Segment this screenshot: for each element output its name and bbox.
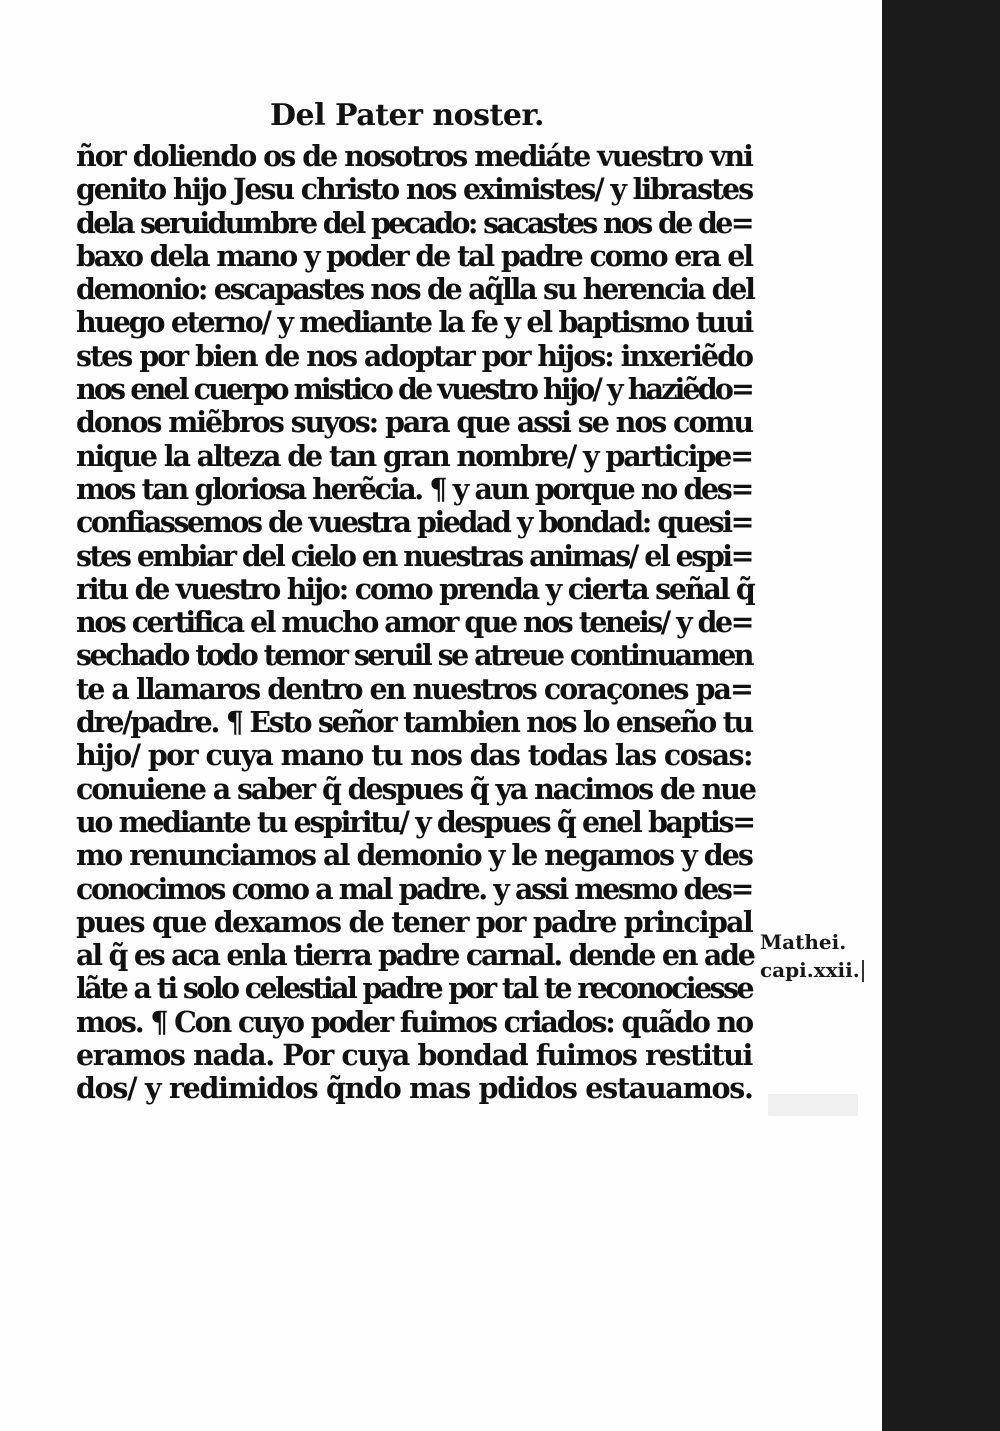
text-line: dre/padre. ¶ Esto señor tambien nos lo enseño tu	[76, 705, 752, 740]
text-line: huego eterno/ y mediante la fe y el baptismo tuui	[76, 305, 752, 340]
text-line: nos certifica el mucho amor que nos teneis/ y de=	[76, 605, 752, 640]
text-line: lãte a ti solo celestial padre por tal te reconociesse	[76, 971, 752, 1006]
running-head: Del Pater noster.	[270, 98, 544, 133]
text-line: confiassemos de vuestra piedad y bondad: quesi=	[76, 505, 752, 540]
text-line: stes por bien de nos adoptar por hijos: inxeriẽdo	[76, 338, 752, 373]
text-line: sechado todo temor seruil se atreue continuamen	[76, 638, 752, 673]
text-line: ñor doliendo os de nosotros mediáte vuestro vni	[76, 139, 752, 173]
text-line: nos enel cuerpo mistico de vuestro hijo/ y haziẽdo=	[76, 372, 752, 407]
bleed-through-mark	[768, 1094, 858, 1116]
text-line: donos miẽbros suyos: para que assi se nos comu	[76, 405, 752, 440]
text-line: uo mediante tu espiritu/ y despues q̃ enel baptis=	[76, 804, 754, 839]
margin-note-line: capi.xxii.	[760, 958, 860, 982]
text-line: al q̃ es aca enla tierra padre carnal. dende en ade	[76, 938, 754, 973]
text-line: demonio: escapastes nos de aq̃lla su herencia del	[76, 272, 754, 307]
text-line: eramos nada. Por cuya bondad fuimos restitui	[76, 1038, 752, 1073]
text-line: te a llamaros dentro en nuestros coraçones pa=	[76, 671, 752, 706]
text-line: stes embiar del cielo en nuestras animas/ el espi=	[76, 538, 752, 573]
text-line: conocimos como a mal padre. y assi mesmo des=	[76, 871, 752, 906]
text-line: hijo/ por cuya mano tu nos das todas las cosas:	[76, 738, 752, 773]
text-line: nique la alteza de tan gran nombre/ y participe=	[76, 438, 752, 473]
text-line: mo renunciamos al demonio y le negamos y des	[76, 838, 752, 873]
margin-note-line: Mathei.	[760, 930, 847, 954]
margin-note	[760, 928, 860, 984]
text-line: mos tan gloriosa herẽcia. ¶ y aun porque no des=	[76, 471, 752, 506]
text-line: ritu de vuestro hijo: como prenda y cierta señal q̃	[76, 571, 754, 606]
text-line: conuiene a saber q̃ despues q̃ ya nacimos de nue	[76, 771, 755, 806]
text-line: baxo dela mano y poder de tal padre como era el	[76, 238, 752, 273]
text-line: mos. ¶ Con cuyo poder fuimos criados: quãdo no	[76, 1004, 752, 1039]
scan-border	[882, 0, 1000, 1431]
text-line: genito hijo Jesu christo nos eximistes/ y librastes	[76, 172, 752, 207]
text-line: dela seruidumbre del pecado: sacastes nos de de=	[76, 205, 752, 240]
text-line: pues que dexamos de tener por padre principal	[76, 904, 752, 939]
margin-tick-mark	[862, 960, 864, 982]
body-text	[76, 139, 755, 1106]
text-line: dos/ y redimidos q̃ndo mas pdidos estauamos.	[76, 1071, 753, 1106]
